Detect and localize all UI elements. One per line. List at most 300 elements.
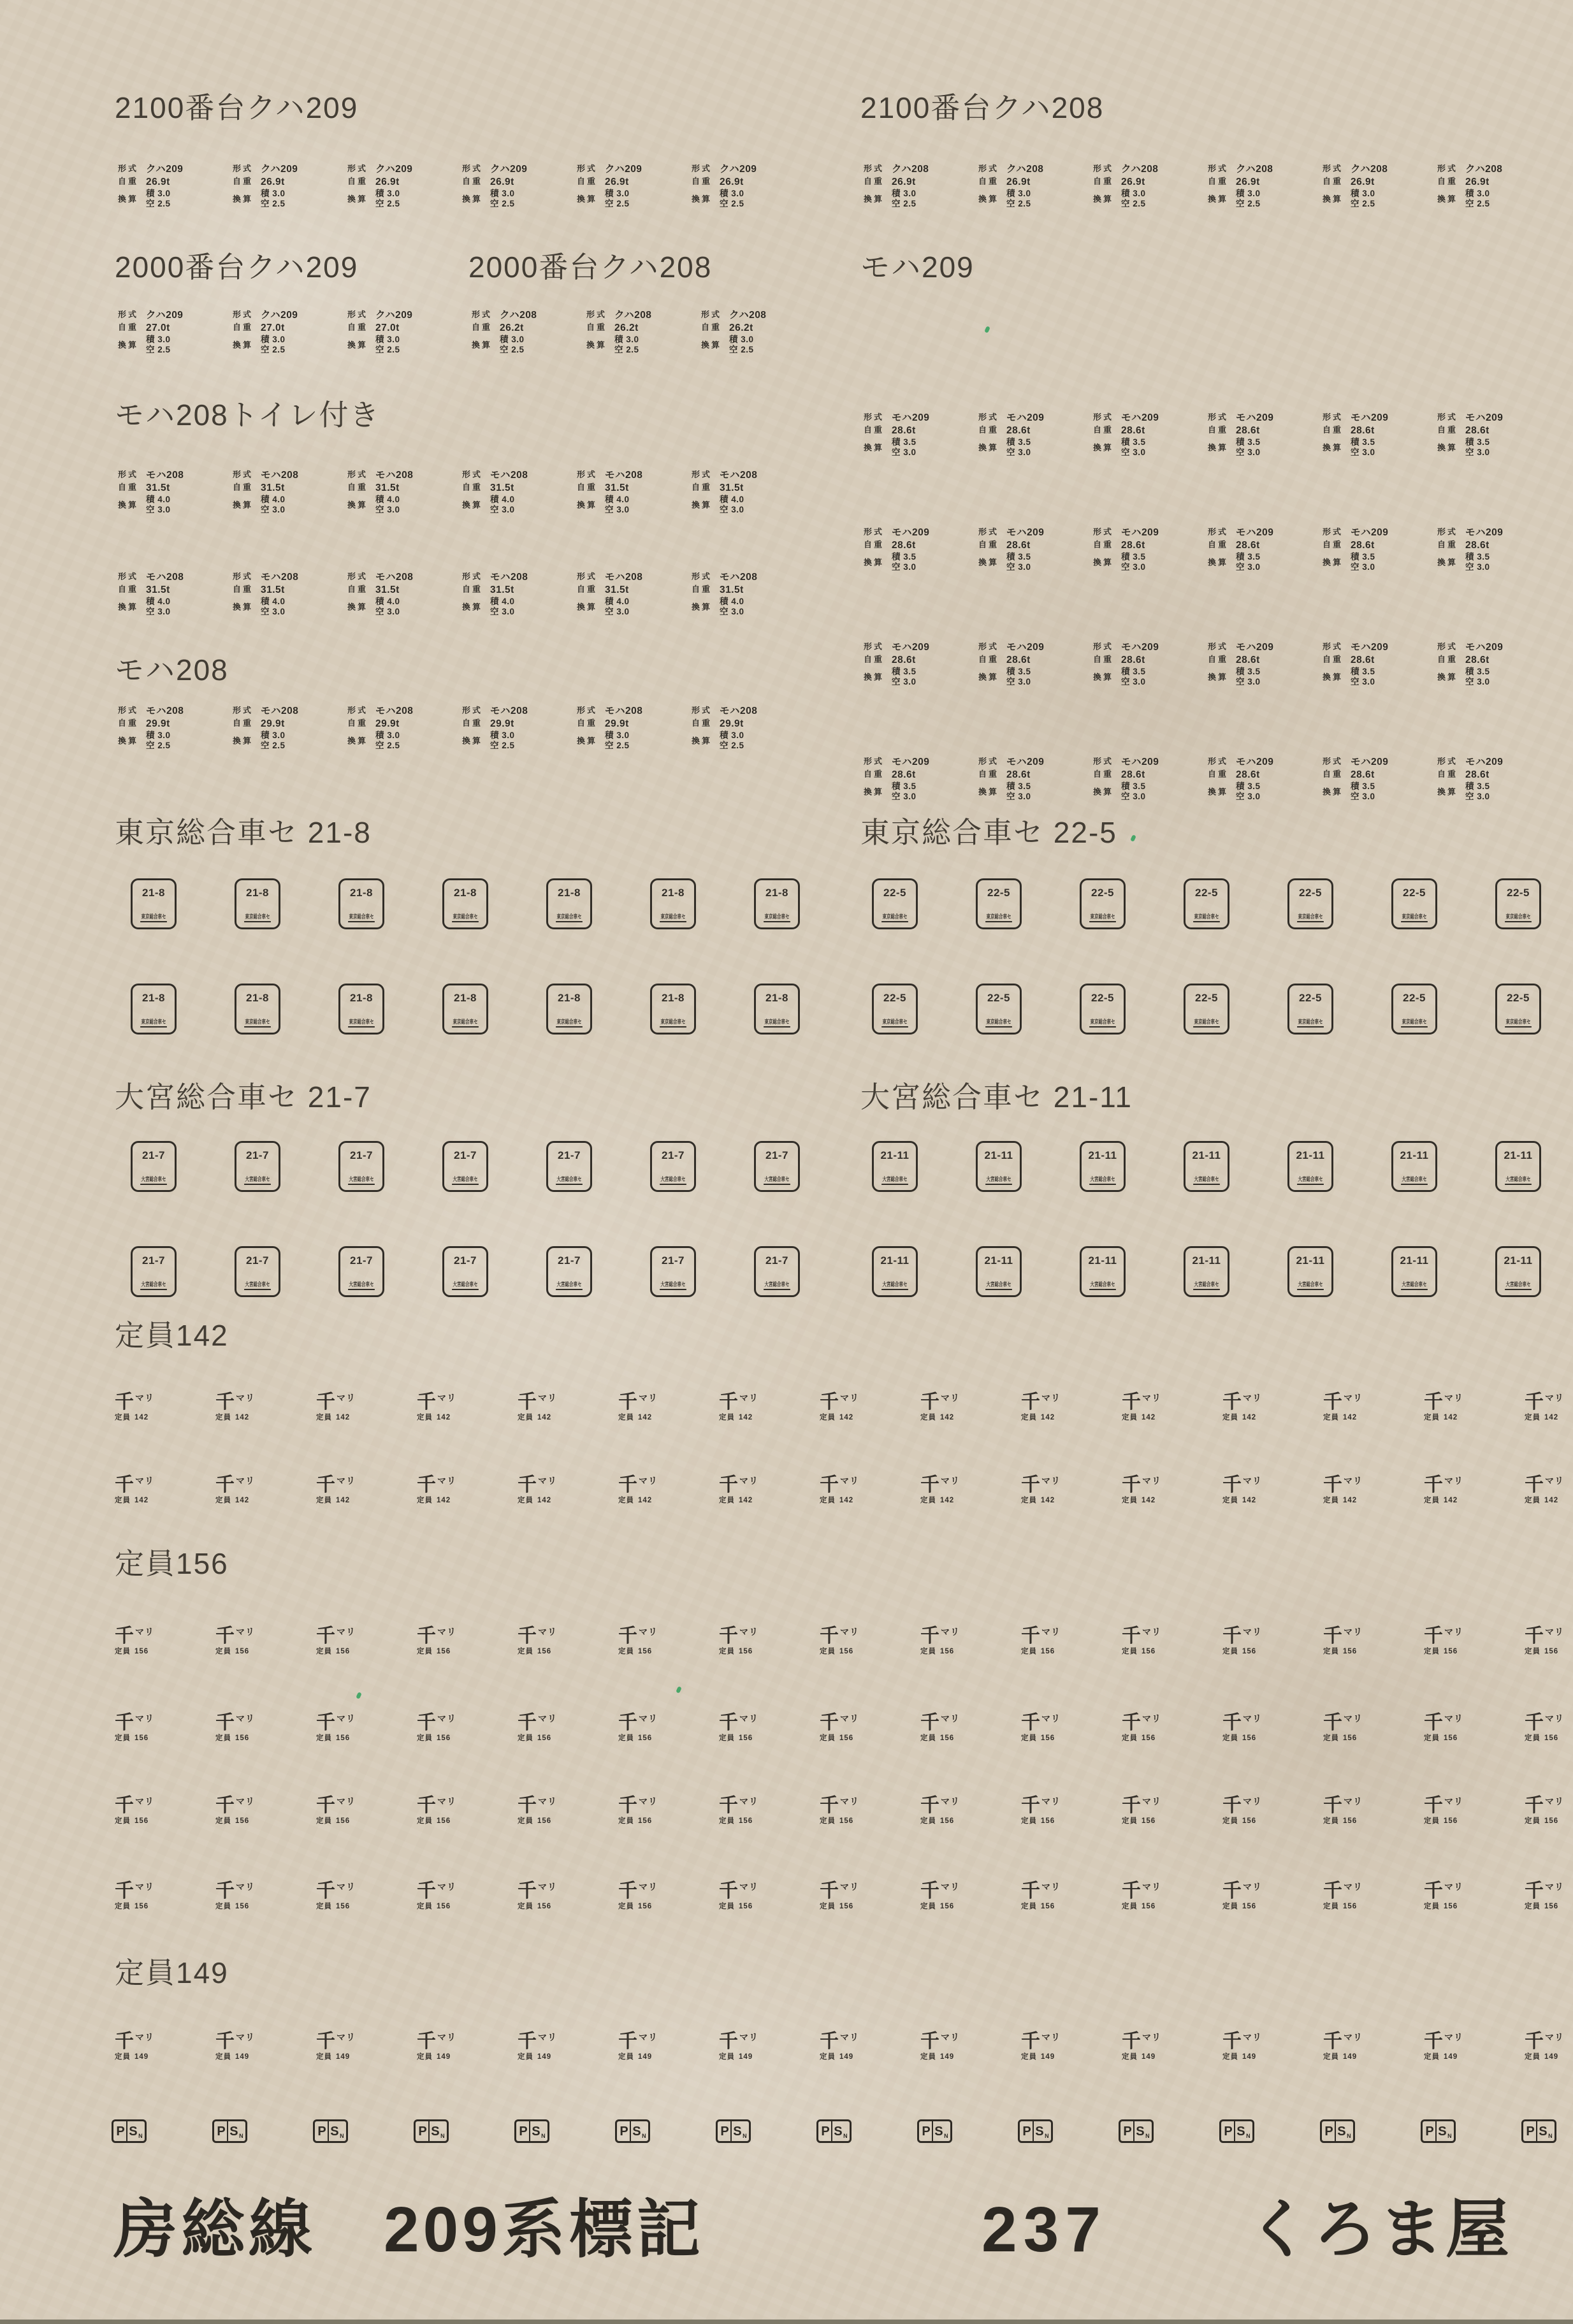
ps-letter-s: S N (431, 2124, 445, 2139)
inspection-date: 21-8 (141, 992, 166, 1004)
type-label: 形式 (978, 164, 999, 173)
type-value: モハ209 (1006, 527, 1045, 538)
depot-code-small: マリ (1444, 1393, 1463, 1403)
conversion-label: 換算 (1208, 194, 1229, 204)
depot-code-small: マリ (437, 1393, 456, 1403)
weight-mark (577, 706, 679, 753)
type-label: 形式 (1323, 757, 1344, 766)
depot-name: 大宮総合車セ (881, 1282, 908, 1290)
depot-code-small: マリ (941, 1476, 960, 1486)
weight-label: 自重 (864, 769, 885, 779)
inspection-date: 21-11 (1504, 1149, 1533, 1161)
capacity-mark (115, 1627, 154, 1656)
type-value: クハ209 (605, 164, 642, 175)
capacity-value: 定員 156 (1122, 1734, 1156, 1742)
depot-code: 千 $^{マリ}$ (1525, 1474, 1564, 1495)
weight-label: 自重 (1437, 654, 1458, 664)
depot-code: 千 $^{マリ}$ (618, 2031, 658, 2052)
type-value: モハ208 (720, 470, 758, 481)
scan-artifact (356, 1692, 362, 1699)
depot-code-small: マリ (135, 1393, 154, 1403)
weight-mark (233, 572, 335, 620)
depot-code-small: マリ (941, 2032, 960, 2042)
conversion-label: 換算 (1437, 672, 1458, 682)
capacity-mark (820, 1627, 859, 1656)
capacity-mark (820, 1476, 859, 1505)
type-value: モハ208 (146, 470, 184, 481)
empty-value: 空 2.5 (605, 740, 630, 750)
type-label: 形式 (233, 470, 254, 479)
depot-code-small: マリ (739, 1796, 758, 1806)
capacity-value: 定員 156 (1323, 1817, 1358, 1825)
capacity-value: 定員 142 (215, 1497, 250, 1504)
type-value: モハ209 (1236, 412, 1274, 423)
type-label: 形式 (864, 642, 885, 651)
ps-subscript: N (843, 2132, 848, 2139)
capacity-mark (115, 1713, 154, 1743)
depot-code-small: マリ (739, 1882, 758, 1892)
empty-value: 空 2.5 (146, 198, 171, 208)
type-label: 形式 (118, 706, 139, 715)
depot-code-small: マリ (941, 1796, 960, 1806)
inspection-badge (650, 1141, 696, 1192)
capacity-mark (316, 1476, 356, 1505)
capacity-mark (1525, 2032, 1564, 2061)
capacity-value: 定員 156 (1021, 1734, 1055, 1742)
weight-value: 26.9t (1236, 176, 1260, 187)
depot-code: 千 $^{マリ}$ (316, 1391, 356, 1413)
capacity-mark (820, 1796, 859, 1826)
type-label: 形式 (1437, 164, 1458, 173)
ps-letter-s: S N (934, 2124, 948, 2139)
ps-letter-s: S N (1236, 2124, 1250, 2139)
ps-letter-p: P (1425, 2124, 1434, 2139)
depot-code: 千 $^{マリ}$ (820, 1880, 859, 1901)
empty-value: 空 2.5 (375, 198, 400, 208)
inspection-date: 21-11 (1504, 1254, 1533, 1267)
type-label: 形式 (1208, 642, 1229, 651)
type-value: モハ209 (1351, 757, 1389, 767)
depot-code-small: マリ (739, 1393, 758, 1403)
weight-value: 28.6t (1465, 654, 1490, 665)
empty-value: 空 3.0 (1236, 791, 1261, 801)
type-label: 形式 (462, 470, 483, 479)
type-label: 形式 (692, 572, 713, 581)
type-label: 形式 (1093, 164, 1114, 173)
empty-value: 空 2.5 (375, 740, 400, 750)
inspection-date: 22-5 (1506, 992, 1530, 1004)
weight-label: 自重 (577, 482, 598, 492)
capacity-value: 定員 149 (316, 2053, 351, 2061)
depot-name: 東京総合車セ (556, 1019, 583, 1028)
empty-value: 空 2.5 (605, 198, 630, 208)
conversion-label: 換算 (233, 340, 254, 350)
depot-code-small: マリ (1243, 1476, 1262, 1486)
inspection-date: 21-11 (880, 1254, 910, 1267)
depot-code-small: マリ (135, 1476, 154, 1486)
depot-name: 東京総合車セ (140, 914, 167, 922)
empty-value: 空 3.0 (1465, 676, 1490, 686)
depot-code: 千 $^{マリ}$ (417, 1625, 456, 1646)
depot-code: 千 $^{マリ}$ (1424, 1880, 1463, 1901)
weight-mark (1323, 528, 1424, 575)
weight-label: 自重 (864, 654, 885, 664)
capacity-value: 定員 142 (1021, 1414, 1055, 1421)
type-label: 形式 (1208, 164, 1229, 173)
ps-letter-p: P (1324, 2124, 1333, 2139)
loaded-value: 積 3.5 (1236, 667, 1261, 676)
tokyo-21-8-header: 東京総合車セ 21-8 (115, 816, 372, 849)
empty-value: 空 3.0 (720, 504, 744, 514)
type-value: モハ209 (892, 412, 930, 423)
depot-code: 千 $^{マリ}$ (1323, 1795, 1363, 1816)
ps-letter-p: P (922, 2124, 931, 2139)
weight-value: 31.5t (605, 482, 629, 493)
inspection-badge (442, 1141, 488, 1192)
ps-letter-p: P (116, 2124, 125, 2139)
inspection-badge (976, 1141, 1022, 1192)
loaded-value: 積 3.0 (261, 189, 286, 198)
loaded-value: 積 3.0 (720, 730, 744, 740)
tokyo-22-5-header: 東京総合車セ 22-5 (860, 816, 1117, 849)
weight-value: 31.5t (720, 584, 744, 595)
depot-code-small: マリ (236, 1882, 255, 1892)
teiin-142-header: 定員142 (115, 1319, 229, 1352)
capacity-value: 定員 156 (1021, 1903, 1055, 1910)
depot-code: 千 $^{マリ}$ (719, 1391, 758, 1413)
capacity-mark (719, 2032, 758, 2061)
depot-code: 千 $^{マリ}$ (1122, 1474, 1161, 1495)
depot-code-small: マリ (1243, 2032, 1262, 2042)
capacity-mark (920, 2032, 960, 2061)
weight-value: 26.9t (892, 176, 916, 187)
depot-name: 東京総合車セ (140, 1019, 167, 1028)
capacity-mark (1122, 1627, 1161, 1656)
depot-code: 千 $^{マリ}$ (920, 1625, 960, 1646)
capacity-value: 定員 156 (618, 1817, 653, 1825)
weight-label: 自重 (118, 322, 139, 332)
capacity-value: 定員 156 (215, 1817, 250, 1825)
capacity-value: 定員 142 (417, 1414, 451, 1421)
capacity-mark (215, 1393, 255, 1422)
depot-name: 大宮総合車セ (348, 1177, 375, 1185)
weight-mark (692, 470, 794, 518)
weight-label: 自重 (978, 769, 999, 779)
capacity-mark (1021, 2032, 1061, 2061)
type-value: クハ208 (1006, 164, 1044, 175)
capacity-value: 定員 156 (316, 1734, 351, 1742)
depot-name: 東京総合車セ (1193, 1019, 1220, 1028)
capacity-value: 定員 156 (417, 1648, 451, 1655)
capacity-mark (618, 1713, 658, 1743)
type-value: モハ209 (1006, 412, 1045, 423)
inspection-date: 22-5 (987, 992, 1011, 1004)
weight-mark (347, 706, 449, 753)
capacity-mark (1323, 1796, 1363, 1826)
ps-letter-s: S N (229, 2124, 243, 2139)
depot-code-small: マリ (437, 1476, 456, 1486)
ps-divider (428, 2121, 430, 2141)
weight-mark (1208, 528, 1310, 575)
depot-name: 東京総合車セ (1089, 1019, 1116, 1028)
weight-mark (1437, 413, 1539, 460)
depot-code: 千 $^{マリ}$ (1122, 1795, 1161, 1816)
type-label: 形式 (1437, 412, 1458, 422)
loaded-value: 積 3.5 (1351, 437, 1375, 447)
loaded-value: 積 3.0 (375, 189, 400, 198)
weight-value: 26.9t (720, 176, 744, 187)
capacity-mark (518, 2032, 557, 2061)
type-label: 形式 (1093, 527, 1114, 537)
weight-value: 28.6t (1236, 654, 1260, 665)
ps-letter-s: S N (330, 2124, 344, 2139)
type-label: 形式 (692, 470, 713, 479)
weight-label: 自重 (233, 584, 254, 594)
depot-code: 千 $^{マリ}$ (1021, 1795, 1061, 1816)
depot-name: 大宮総合車セ (1505, 1177, 1532, 1185)
weight-mark (1208, 643, 1310, 690)
type-value: クハ208 (892, 164, 929, 175)
inspection-badge (1080, 1246, 1126, 1297)
capacity-value: 定員 149 (115, 2053, 149, 2061)
capacity-mark (1424, 1476, 1463, 1505)
depot-code-small: マリ (1142, 2032, 1161, 2042)
capacity-mark (719, 1393, 758, 1422)
depot-code: 千 $^{マリ}$ (518, 1795, 557, 1816)
capacity-value: 定員 156 (316, 1817, 351, 1825)
weight-value: 27.0t (146, 322, 170, 333)
capacity-mark (719, 1882, 758, 1911)
type-label: 形式 (586, 310, 607, 319)
depot-code-small: マリ (538, 1627, 557, 1637)
inspection-date: 22-5 (1402, 887, 1426, 899)
conversion-label: 換算 (347, 736, 368, 746)
sheet-title: 房総線 209系標記 (113, 2194, 704, 2265)
inspection-date: 22-5 (1298, 887, 1323, 899)
weight-mark (233, 706, 335, 753)
depot-code-small: マリ (135, 1796, 154, 1806)
loaded-value: 積 3.0 (614, 335, 639, 344)
depot-name: 東京総合車セ (1401, 914, 1428, 922)
ps-letter-s: S N (1539, 2124, 1553, 2139)
weight-value: 28.6t (1236, 425, 1260, 436)
capacity-mark (618, 1476, 658, 1505)
weight-mark (462, 470, 564, 518)
depot-code: 千 $^{マリ}$ (115, 1625, 154, 1646)
depot-name: 大宮総合車セ (1401, 1177, 1428, 1185)
empty-value: 空 3.0 (720, 606, 744, 616)
weight-value: 29.9t (605, 718, 629, 729)
ps-letter-p: P (1022, 2124, 1031, 2139)
type-value: モハ208 (490, 470, 528, 481)
capacity-mark (1525, 1796, 1564, 1826)
depot-code-small: マリ (639, 1627, 658, 1637)
weight-value: 26.9t (1006, 176, 1031, 187)
capacity-value: 定員 156 (1525, 1903, 1559, 1910)
ps-divider (831, 2121, 833, 2141)
empty-value: 空 3.0 (490, 504, 515, 514)
inspection-date: 21-8 (349, 992, 373, 1004)
depot-code-small: マリ (236, 1796, 255, 1806)
moha208-header: モハ208 (115, 653, 229, 686)
weight-label: 自重 (347, 176, 368, 186)
weight-mark (577, 572, 679, 620)
weight-mark (347, 310, 449, 358)
depot-code-small: マリ (1142, 1393, 1161, 1403)
type-value: モハ208 (261, 572, 299, 583)
inspection-date: 21-8 (765, 992, 789, 1004)
loaded-value: 積 4.0 (720, 597, 744, 606)
weight-mark (1093, 757, 1195, 804)
depot-code-small: マリ (236, 1476, 255, 1486)
ps-subscript: N (944, 2132, 948, 2139)
type-label: 形式 (864, 412, 885, 422)
capacity-mark (1021, 1393, 1061, 1422)
type-label: 形式 (1093, 412, 1114, 422)
capacity-value: 定員 156 (115, 1903, 149, 1910)
capacity-mark (417, 1882, 456, 1911)
inspection-badge (1495, 1141, 1541, 1192)
moha208-toilet-header: モハ208トイレ付き (115, 398, 381, 432)
weight-label: 自重 (978, 176, 999, 186)
capacity-value: 定員 156 (1424, 1734, 1458, 1742)
depot-code: 千 $^{マリ}$ (1323, 1712, 1363, 1733)
ps-subscript: N (1045, 2132, 1049, 2139)
inspection-badge (442, 878, 488, 929)
depot-code-small: マリ (1243, 1393, 1262, 1403)
capacity-mark (1122, 2032, 1161, 2061)
capacity-mark (719, 1627, 758, 1656)
loaded-value: 積 3.5 (892, 781, 917, 791)
depot-code: 千 $^{マリ}$ (1021, 1625, 1061, 1646)
depot-code: 千 $^{マリ}$ (1323, 1391, 1363, 1413)
type-value: クハ208 (1236, 164, 1273, 175)
loaded-value: 積 3.0 (375, 730, 400, 740)
depot-code: 千 $^{マリ}$ (719, 1474, 758, 1495)
kuha208-2100-header: 2100番台クハ208 (860, 91, 1105, 124)
depot-code: 千 $^{マリ}$ (1222, 1474, 1262, 1495)
depot-code: 千 $^{マリ}$ (1323, 1474, 1363, 1495)
loaded-value: 積 3.0 (1006, 189, 1031, 198)
type-value: モハ209 (1465, 642, 1504, 653)
type-value: モハ209 (892, 757, 930, 767)
type-value: モハ209 (1236, 757, 1274, 767)
empty-value: 空 2.5 (1236, 198, 1261, 208)
depot-code-small: マリ (1545, 1796, 1564, 1806)
weight-label: 自重 (233, 482, 254, 492)
conversion-label: 換算 (577, 500, 598, 510)
capacity-value: 定員 156 (1424, 1648, 1458, 1655)
inspection-badge (235, 878, 280, 929)
depot-code: 千 $^{マリ}$ (920, 1795, 960, 1816)
depot-code-small: マリ (1545, 1476, 1564, 1486)
depot-name: 東京総合車セ (881, 914, 908, 922)
depot-code: 千 $^{マリ}$ (1424, 1712, 1463, 1733)
depot-name: 大宮総合車セ (881, 1177, 908, 1185)
weight-mark (692, 572, 794, 620)
weight-mark (864, 413, 966, 460)
weight-mark (1093, 643, 1195, 690)
conversion-label: 換算 (864, 443, 885, 453)
type-label: 形式 (978, 527, 999, 537)
capacity-value: 定員 156 (1222, 1734, 1257, 1742)
type-label: 形式 (347, 572, 368, 581)
weight-value: 28.6t (1006, 654, 1031, 665)
capacity-mark (518, 1713, 557, 1743)
conversion-label: 換算 (1208, 672, 1229, 682)
weight-label: 自重 (118, 584, 139, 594)
ps-divider (1033, 2121, 1034, 2141)
empty-value: 空 3.0 (1236, 676, 1261, 686)
pantograph-ps-mark (112, 2119, 147, 2143)
ps-letter-p: P (1123, 2124, 1132, 2139)
empty-value: 空 2.5 (1006, 198, 1031, 208)
depot-code: 千 $^{マリ}$ (115, 1712, 154, 1733)
conversion-label: 換算 (462, 736, 483, 746)
weight-label: 自重 (118, 176, 139, 186)
inspection-badge (1391, 984, 1437, 1035)
weight-mark (118, 706, 220, 753)
depot-code: 千 $^{マリ}$ (1323, 1625, 1363, 1646)
type-value: モハ209 (892, 527, 930, 538)
depot-code: 千 $^{マリ}$ (1021, 1712, 1061, 1733)
inspection-badge (546, 1246, 592, 1297)
scan-artifact (1130, 834, 1136, 842)
depot-code: 千 $^{マリ}$ (1525, 1795, 1564, 1816)
type-value: モハ208 (605, 706, 643, 716)
depot-code-small: マリ (941, 1713, 960, 1724)
loaded-value: 積 4.0 (490, 495, 515, 504)
depot-code: 千 $^{マリ}$ (1424, 1795, 1463, 1816)
inspection-badge (546, 984, 592, 1035)
loaded-value: 積 3.5 (1465, 667, 1490, 676)
weight-label: 自重 (1093, 654, 1114, 664)
conversion-label: 換算 (864, 672, 885, 682)
weight-value: 26.2t (500, 322, 524, 333)
capacity-value: 定員 156 (1424, 1817, 1458, 1825)
inspection-date: 21-7 (765, 1254, 789, 1267)
capacity-value: 定員 149 (1222, 2053, 1257, 2061)
capacity-mark (316, 1713, 356, 1743)
type-value: モハ209 (1121, 757, 1159, 767)
depot-code-small: マリ (135, 1882, 154, 1892)
pantograph-ps-mark (514, 2119, 549, 2143)
capacity-mark (1525, 1713, 1564, 1743)
empty-value: 空 3.0 (146, 606, 171, 616)
type-value: モハ209 (1121, 412, 1159, 423)
type-value: モハ208 (605, 572, 643, 583)
depot-code-small: マリ (739, 1713, 758, 1724)
depot-name: 大宮総合車セ (1401, 1282, 1428, 1290)
depot-code: 千 $^{マリ}$ (417, 1880, 456, 1901)
type-label: 形式 (118, 470, 139, 479)
capacity-value: 定員 156 (316, 1903, 351, 1910)
empty-value: 空 3.0 (261, 504, 286, 514)
weight-mark (864, 757, 966, 804)
capacity-mark (1525, 1393, 1564, 1422)
weight-value: 31.5t (375, 482, 400, 493)
ps-subscript: N (1246, 2132, 1250, 2139)
depot-code: 千 $^{マリ}$ (518, 1625, 557, 1646)
weight-value: 28.6t (1465, 539, 1490, 551)
inspection-date: 21-11 (1296, 1149, 1325, 1161)
type-value: モハ208 (375, 706, 414, 716)
weight-value: 28.6t (1465, 769, 1490, 780)
inspection-date: 22-5 (1506, 887, 1530, 899)
type-label: 形式 (1208, 412, 1229, 422)
depot-code-small: マリ (538, 2032, 557, 2042)
conversion-label: 換算 (1093, 787, 1114, 797)
